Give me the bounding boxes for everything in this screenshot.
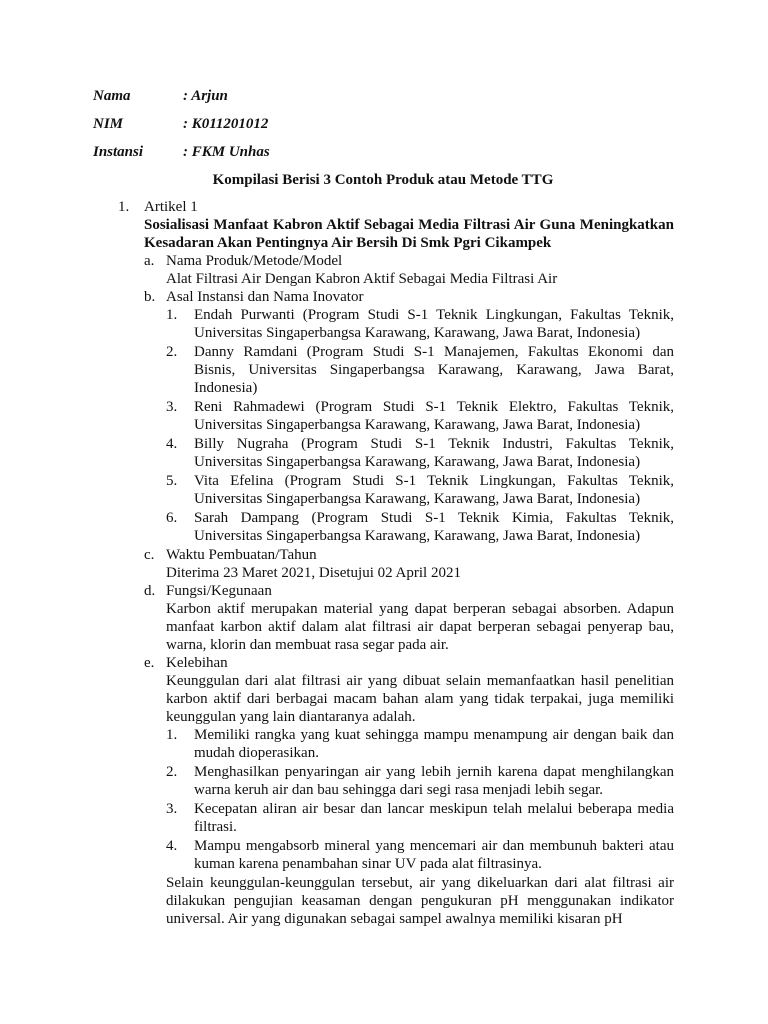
item-number: 6. xyxy=(166,510,178,526)
section-heading: Waktu Pembuatan/Tahun xyxy=(166,547,317,563)
section-closing: Selain keunggulan-keunggulan tersebut, air yang dikeluarkan dari alat filtrasi air dilakukan pengujian keasaman dengan pengukuran pH menggunakan indikator universal. Air yang digunakan sebagai sampel awalnya memiliki kisaran pH xyxy=(166,875,674,927)
item-number: 1. xyxy=(166,307,178,323)
inventor-list xyxy=(166,306,674,545)
item-number: 3. xyxy=(166,801,178,817)
section-letter: c. xyxy=(144,547,155,563)
identity-label: Instansi xyxy=(93,144,144,160)
advantage-item xyxy=(166,763,674,799)
section-letter: b. xyxy=(144,289,156,305)
item-number: 4. xyxy=(166,436,178,452)
section-b xyxy=(144,288,674,545)
item-text: Danny Ramdani (Program Studi S-1 Manajemen, Fakultas Ekonomi dan Bisnis, Universitas Singaperbangsa Karawang, Karawang, Jawa Barat, Indonesia) xyxy=(194,344,674,396)
item-text: Vita Efelina (Program Studi S-1 Teknik Lingkungan, Fakultas Teknik, Universitas Singaperbangsa Karawang, Karawang, Jawa Barat, Indonesia) xyxy=(194,473,674,507)
section-heading: Asal Instansi dan Nama Inovator xyxy=(166,289,364,305)
item-number: 3. xyxy=(166,399,178,415)
identity-label: NIM xyxy=(93,116,124,132)
item-number: 5. xyxy=(166,473,178,489)
article-list xyxy=(118,198,674,928)
section-text: Diterima 23 Maret 2021, Disetujui 02 April 2021 xyxy=(166,565,461,581)
section-e xyxy=(144,654,674,928)
item-text: Sarah Dampang (Program Studi S-1 Teknik Kimia, Fakultas Teknik, Universitas Singaperbangsa Karawang, Karawang, Jawa Barat, Indonesia) xyxy=(194,510,674,544)
identity-label: Nama xyxy=(93,88,131,104)
section-c xyxy=(144,546,674,582)
inventor-item xyxy=(166,398,674,434)
item-text: Mampu mengabsorb mineral yang mencemari air dan membunuh bakteri atau kuman karena penambahan sinar UV pada alat filtrasinya. xyxy=(194,838,674,872)
section-a xyxy=(144,252,674,288)
item-number: 4. xyxy=(166,838,178,854)
item-number: 2. xyxy=(166,764,178,780)
item-text: Reni Rahmadewi (Program Studi S-1 Teknik Elektro, Fakultas Teknik, Universitas Singaperbangsa Karawang, Karawang, Jawa Barat, Indonesia) xyxy=(194,399,674,433)
section-d xyxy=(144,582,674,654)
identity-row-nim xyxy=(93,115,393,143)
identity-value: : Arjun xyxy=(183,88,228,104)
identity-row-instansi xyxy=(93,143,393,171)
item-text: Menghasilkan penyaringan air yang lebih jernih karena dapat menghilangkan warna keruh air dan bau sehingga dari segi rasa menjadi lebih segar. xyxy=(194,764,674,798)
section-heading: Kelebihan xyxy=(166,655,228,671)
article-label: Artikel 1 xyxy=(144,199,198,215)
section-letter: a. xyxy=(144,253,155,269)
advantage-list xyxy=(166,726,674,873)
section-heading: Nama Produk/Metode/Model xyxy=(166,253,343,269)
item-text: Kecepatan aliran air besar dan lancar meskipun telah melalui beberapa media filtrasi. xyxy=(194,801,674,835)
item-text: Memiliki rangka yang kuat sehingga mampu menampung air dengan baik dan mudah dioperasikan. xyxy=(194,727,674,761)
inventor-item xyxy=(166,472,674,508)
identity-row-name xyxy=(93,87,393,115)
section-heading: Fungsi/Kegunaan xyxy=(166,583,272,599)
article-item xyxy=(118,198,674,928)
identity-value: : FKM Unhas xyxy=(183,144,270,160)
advantage-item xyxy=(166,726,674,762)
article-number: 1. xyxy=(118,199,130,215)
section-letter: d. xyxy=(144,583,156,599)
section-intro: Keunggulan dari alat filtrasi air yang dibuat selain memanfaatkan hasil penelitian karbon aktif dari berbagai macam bahan alam yang tidak terpakai, juga memiliki keunggulan yang lain diantaranya adalah. xyxy=(166,673,674,725)
section-letter: e. xyxy=(144,655,155,671)
inventor-item xyxy=(166,343,674,397)
section-text: Alat Filtrasi Air Dengan Kabron Aktif Sebagai Media Filtrasi Air xyxy=(166,271,558,287)
document-title: Kompilasi Berisi 3 Contoh Produk atau Metode TTG xyxy=(212,172,554,188)
advantage-item xyxy=(166,837,674,873)
inventor-item xyxy=(166,306,674,342)
advantage-item xyxy=(166,800,674,836)
identity-block xyxy=(93,87,393,171)
item-text: Billy Nugraha (Program Studi S-1 Teknik Industri, Fakultas Teknik, Universitas Singaperbangsa Karawang, Karawang, Jawa Barat, Indonesia) xyxy=(194,436,674,470)
inventor-item xyxy=(166,509,674,545)
inventor-item xyxy=(166,435,674,471)
section-text: Karbon aktif merupakan material yang dapat berperan sebagai absorben. Adapun manfaat karbon aktif dalam alat filtrasi air dapat berperan sebagai penyerap bau, warna, klorin dan membuat rasa segar pada air. xyxy=(166,601,674,653)
item-number: 2. xyxy=(166,344,178,360)
article-title: Sosialisasi Manfaat Kabron Aktif Sebagai Media Filtrasi Air Guna Meningkatkan Kesadaran Akan Pentingnya Air Bersih Di Smk Pgri Cikampek xyxy=(144,217,674,251)
item-number: 1. xyxy=(166,727,178,743)
identity-value: : K011201012 xyxy=(183,116,269,132)
item-text: Endah Purwanti (Program Studi S-1 Teknik Lingkungan, Fakultas Teknik, Universitas Singaperbangsa Karawang, Karawang, Jawa Barat, Indonesia) xyxy=(194,307,674,341)
